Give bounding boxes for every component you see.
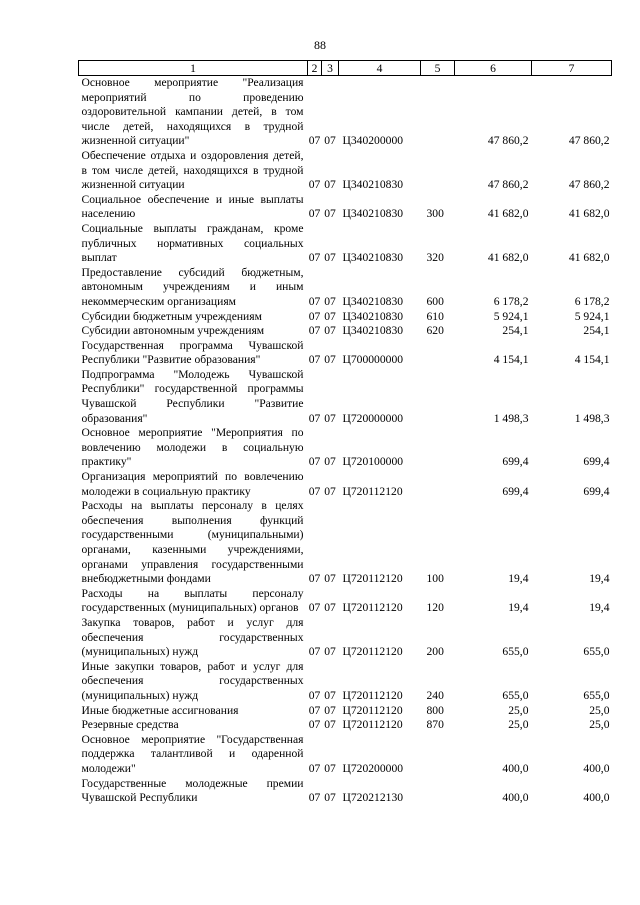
row-name: Социальные выплаты гражданам, кроме публичных нормативных социальных выплат xyxy=(81,221,304,265)
row-target-article: Ц720112120 xyxy=(342,601,403,615)
row-target-article: Ц340210830 xyxy=(342,294,404,308)
row-name: Организация мероприятий по вовлечению молодежи в социальную практику xyxy=(81,470,304,498)
row-subsection: 07 xyxy=(324,324,336,338)
row-section: 07 xyxy=(308,645,321,659)
row-section: 07 xyxy=(308,484,321,498)
row-amount-2: 47 860,2 xyxy=(568,134,610,148)
row-expense-type xyxy=(421,733,455,777)
row-amount-1: 41 682,0 xyxy=(487,251,529,265)
row-section: 07 xyxy=(308,703,321,717)
row-section: 07 xyxy=(308,688,321,702)
row-expense-type xyxy=(421,339,455,368)
table-row xyxy=(79,266,612,310)
row-target-article: Ц340210830 xyxy=(342,324,404,338)
row-section: 07 xyxy=(308,324,321,338)
table-row xyxy=(79,587,612,616)
row-amount-2: 6 178,2 xyxy=(574,294,610,308)
row-amount-1: 655,0 xyxy=(502,688,529,702)
row-target-article: Ц720000000 xyxy=(342,411,404,425)
row-amount-2: 47 860,2 xyxy=(568,178,610,192)
row-name: Основное мероприятие "Реализация мероприятий по проведению оздоровительной кампании детей, в том числе детей, находящихся в трудной жизненной ситуации" xyxy=(81,76,304,148)
row-amount-2: 699,4 xyxy=(583,455,610,469)
row-expense-type xyxy=(421,149,455,193)
row-target-article: Ц720200000 xyxy=(342,761,404,775)
row-section: 07 xyxy=(308,791,321,805)
row-amount-1: 41 682,0 xyxy=(487,207,529,221)
row-amount-1: 1 498,3 xyxy=(493,411,529,425)
row-target-article: Ц700000000 xyxy=(342,353,404,367)
header-col-6: 6 xyxy=(455,61,532,76)
table-row xyxy=(79,426,612,470)
row-amount-1: 4 154,1 xyxy=(493,353,529,367)
row-amount-2: 400,0 xyxy=(583,761,610,775)
row-subsection: 07 xyxy=(324,572,336,586)
row-section: 07 xyxy=(308,353,321,367)
row-subsection: 07 xyxy=(324,294,336,308)
row-target-article: Ц720112120 xyxy=(342,572,403,586)
header-col-5: 5 xyxy=(421,61,455,76)
row-section: 07 xyxy=(308,718,321,732)
header-col-2: 2 xyxy=(308,61,322,76)
table-row xyxy=(79,310,612,325)
table-row xyxy=(79,499,612,587)
row-expense-type: 120 xyxy=(426,601,444,615)
row-target-article: Ц720112120 xyxy=(342,645,403,659)
row-amount-1: 25,0 xyxy=(508,718,529,732)
table-row xyxy=(79,368,612,426)
row-name: Предоставление субсидий бюджетным, автономным учреждениям и иным некоммерческим организациям xyxy=(81,265,304,308)
row-subsection: 07 xyxy=(324,309,336,323)
row-subsection: 07 xyxy=(324,484,336,498)
row-target-article: Ц720112120 xyxy=(342,484,403,498)
row-section: 07 xyxy=(308,294,321,308)
table-row xyxy=(79,149,612,193)
row-section: 07 xyxy=(308,455,321,469)
row-target-article: Ц340210830 xyxy=(342,251,404,265)
row-subsection: 07 xyxy=(324,411,336,425)
row-name: Субсидии бюджетным учреждениям xyxy=(81,309,262,323)
row-subsection: 07 xyxy=(324,703,336,717)
row-subsection: 07 xyxy=(324,718,336,732)
row-name: Иные закупки товаров, работ и услуг для обеспечения государственных (муниципальных) нужд xyxy=(81,659,304,702)
table-row xyxy=(79,222,612,266)
table-row xyxy=(79,704,612,719)
row-name: Закупка товаров, работ и услуг для обеспечения государственных (муниципальных) нужд xyxy=(81,615,304,659)
row-target-article: Ц720112120 xyxy=(342,703,403,717)
row-name: Расходы на выплаты персоналу государственных (муниципальных) органов xyxy=(81,586,304,615)
table-header-row xyxy=(79,61,612,76)
row-amount-2: 41 682,0 xyxy=(568,207,610,221)
row-expense-type xyxy=(421,777,455,806)
row-target-article: Ц720212130 xyxy=(342,791,404,805)
row-target-article: Ц340210830 xyxy=(342,207,404,221)
header-col-3: 3 xyxy=(322,61,339,76)
row-expense-type xyxy=(421,368,455,426)
row-name: Иные бюджетные ассигнования xyxy=(81,703,239,717)
budget-table xyxy=(78,60,612,806)
row-section: 07 xyxy=(308,178,321,192)
row-expense-type: 870 xyxy=(426,718,444,732)
row-amount-1: 19,4 xyxy=(508,572,529,586)
row-target-article: Ц340200000 xyxy=(342,134,404,148)
row-subsection: 07 xyxy=(324,761,336,775)
row-expense-type xyxy=(421,76,455,149)
header-col-4: 4 xyxy=(339,61,421,76)
table-row xyxy=(79,616,612,660)
row-name: Основное мероприятие "Государственная поддержка талантливой и одаренной молодежи" xyxy=(81,732,304,775)
row-amount-1: 254,1 xyxy=(502,324,529,338)
row-section: 07 xyxy=(308,572,321,586)
row-expense-type: 240 xyxy=(426,688,444,702)
row-expense-type xyxy=(421,426,455,470)
header-col-1: 1 xyxy=(79,61,308,76)
row-subsection: 07 xyxy=(324,178,336,192)
row-name: Резервные средства xyxy=(81,718,179,732)
row-amount-1: 6 178,2 xyxy=(493,294,529,308)
row-name: Государственная программа Чувашской Республики "Развитие образования" xyxy=(81,338,304,367)
row-name: Субсидии автономным учреждениям xyxy=(81,324,265,338)
row-target-article: Ц720112120 xyxy=(342,718,403,732)
row-target-article: Ц340210830 xyxy=(342,178,404,192)
row-amount-1: 47 860,2 xyxy=(487,134,529,148)
row-section: 07 xyxy=(308,309,321,323)
row-amount-2: 400,0 xyxy=(583,791,610,805)
row-amount-1: 400,0 xyxy=(502,791,529,805)
row-amount-1: 19,4 xyxy=(508,601,529,615)
row-amount-2: 699,4 xyxy=(583,484,610,498)
header-col-7: 7 xyxy=(532,61,612,76)
row-subsection: 07 xyxy=(324,455,336,469)
row-amount-1: 655,0 xyxy=(502,645,529,659)
row-name: Расходы на выплаты персоналу в целях обеспечения выполнения функций государственными (муниципальными) органами, казенными учреждениями, органами управления государственными внебюджетными фондами xyxy=(81,499,304,586)
row-amount-2: 5 924,1 xyxy=(574,309,610,323)
row-amount-1: 699,4 xyxy=(502,455,529,469)
row-expense-type: 300 xyxy=(426,207,444,221)
row-target-article: Ц720100000 xyxy=(342,455,404,469)
row-amount-2: 254,1 xyxy=(583,324,610,338)
table-row xyxy=(79,777,612,806)
page-number: 88 xyxy=(314,38,326,52)
row-amount-2: 19,4 xyxy=(589,601,610,615)
row-name: Основное мероприятие "Мероприятия по вовлечению молодежи в социальную практику" xyxy=(81,426,304,469)
row-amount-1: 400,0 xyxy=(502,761,529,775)
row-name: Государственные молодежные премии Чувашской Республики xyxy=(81,776,304,805)
row-amount-1: 25,0 xyxy=(508,703,529,717)
row-amount-2: 1 498,3 xyxy=(574,411,610,425)
row-amount-2: 655,0 xyxy=(583,645,610,659)
row-expense-type: 100 xyxy=(426,572,444,586)
row-expense-type: 320 xyxy=(426,251,444,265)
row-name: Социальное обеспечение и иные выплаты населению xyxy=(81,192,304,221)
row-subsection: 07 xyxy=(324,207,336,221)
table-row xyxy=(79,324,612,339)
table-row xyxy=(79,733,612,777)
row-amount-1: 699,4 xyxy=(502,484,529,498)
row-amount-2: 41 682,0 xyxy=(568,251,610,265)
row-amount-1: 47 860,2 xyxy=(487,178,529,192)
row-expense-type: 600 xyxy=(426,294,444,308)
row-subsection: 07 xyxy=(324,251,336,265)
table-row xyxy=(79,660,612,704)
table-row xyxy=(79,193,612,222)
row-subsection: 07 xyxy=(324,645,336,659)
table-row xyxy=(79,76,612,149)
row-expense-type: 200 xyxy=(426,645,444,659)
row-section: 07 xyxy=(308,207,321,221)
row-amount-2: 4 154,1 xyxy=(574,353,610,367)
row-section: 07 xyxy=(308,134,321,148)
row-amount-2: 25,0 xyxy=(589,703,610,717)
row-amount-1: 5 924,1 xyxy=(493,309,529,323)
row-section: 07 xyxy=(308,411,321,425)
row-expense-type: 800 xyxy=(426,703,444,717)
row-section: 07 xyxy=(308,761,321,775)
table-body xyxy=(79,76,612,806)
row-amount-2: 19,4 xyxy=(589,572,610,586)
row-section: 07 xyxy=(308,601,321,615)
row-target-article: Ц340210830 xyxy=(342,309,404,323)
row-name: Подпрограмма "Молодежь Чувашской Республики" государственной программы Чувашской Республики "Развитие образования" xyxy=(81,367,304,425)
table-row xyxy=(79,718,612,733)
row-expense-type: 620 xyxy=(426,324,444,338)
row-amount-2: 25,0 xyxy=(589,718,610,732)
row-subsection: 07 xyxy=(324,353,336,367)
row-amount-2: 655,0 xyxy=(583,688,610,702)
row-expense-type: 610 xyxy=(426,309,444,323)
row-name: Обеспечение отдыха и оздоровления детей, в том числе детей, находящихся в трудной жизненной ситуации xyxy=(81,148,304,192)
row-section: 07 xyxy=(308,251,321,265)
row-expense-type xyxy=(421,470,455,499)
row-target-article: Ц720112120 xyxy=(342,688,403,702)
row-subsection: 07 xyxy=(324,134,336,148)
row-subsection: 07 xyxy=(324,688,336,702)
table-row xyxy=(79,470,612,499)
row-subsection: 07 xyxy=(324,601,336,615)
table-row xyxy=(79,339,612,368)
row-subsection: 07 xyxy=(324,791,336,805)
